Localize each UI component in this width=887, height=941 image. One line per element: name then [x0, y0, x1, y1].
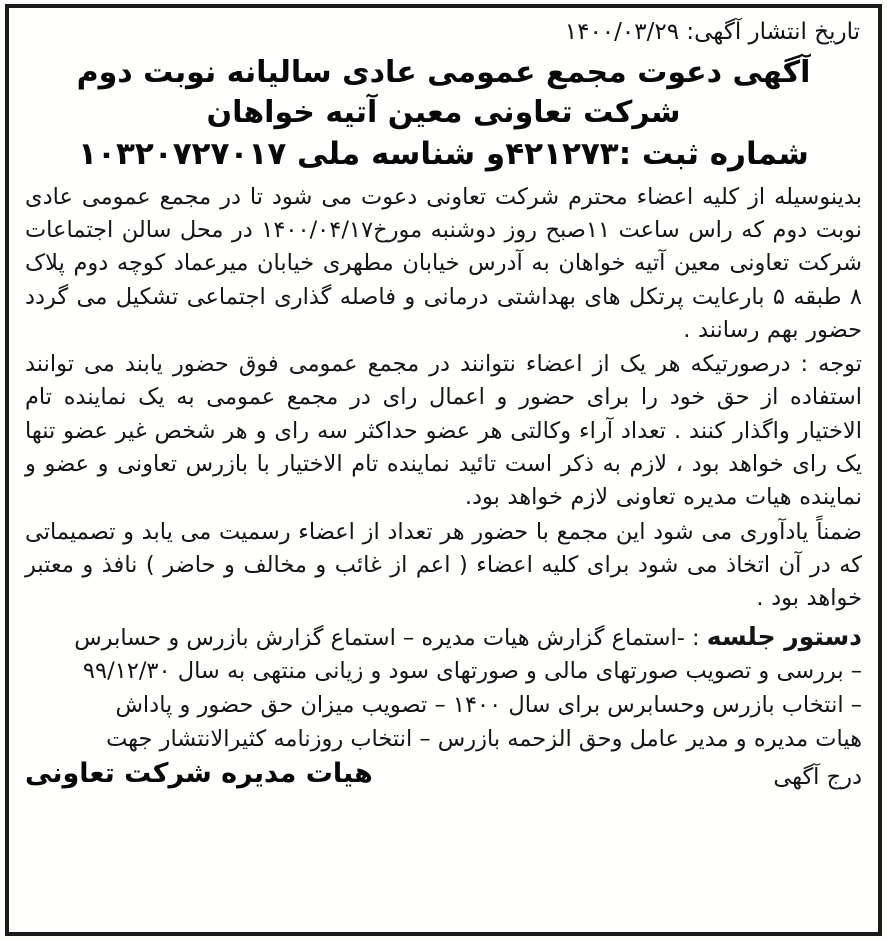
- company-name: شرکت تعاونی معین آتیه خواهان: [206, 95, 681, 131]
- signature-row: [25, 755, 862, 795]
- page-title: آگهی دعوت مجمع عمومی عادی سالیانه نوبت دوم: [76, 55, 811, 91]
- quorum-paragraph: ضمناً یادآوری می شود این مجمع با حضور هر تعداد از اعضاء رسمیت می یابد و تصمیماتی که در آن اتخاذ می شود برای کلیه اعضاء ( اعم از غائب و مخالف و حاضر ) نافذ و معتبر خواهد بود .: [25, 518, 862, 612]
- proxy-notice-paragraph: توجه : درصورتیکه هر یک از اعضاء نتوانند در مجمع عمومی فوق حضور یابند می توانند استفاده از حق خود را برای حضور و اعمال رای در مجمع عمومی به یک نماینده تام الاختیار واگذار کنند . تعداد آراء وکالتی هر عضو حداکثر سه رای و هر شخص غیر عضو تنها یک رای خواهد بود ، لازم به ذکر است تائید نماینده تام الاختیار با بازرس تعاونی و عضو و نماینده هیات مدیره تعاونی لازم خواهد بود.: [25, 351, 862, 511]
- agenda-label: دستور جلسه: [706, 621, 862, 651]
- notice-border-frame: [5, 4, 882, 936]
- agenda-item-5: درج آگهی: [773, 763, 862, 790]
- agenda-section: [25, 618, 862, 757]
- agenda-item-2: – بررسی و تصویب صورتهای مالی و صورتهای سود و زیانی منتهی به سال ۹۹/۱۲/۳۰: [82, 658, 862, 685]
- notice-headings: [25, 53, 862, 174]
- agenda-item-3: – انتخاب بازرس وحسابرس برای سال ۱۴۰۰ – تصویب میزان حق حضور و پاداش: [115, 692, 862, 718]
- invitation-paragraph: بدینوسیله از کلیه اعضاء محترم شرکت تعاونی دعوت می شود تا در مجمع عمومی عادی نوبت دوم که راس ساعت ۱۱صبح روز دوشنبه مورخ۱۴۰۰/۰۴/۱۷ در محل سالن اجتماعات شرکت تعاونی معین آتیه خواهان به آدرس خیابان مطهری خیابان میرعماد کوچه دوم پلاک ۸ طبقه ۵ بارعایت پرتکل های بهداشتی درمانی و فاصله گذاری اجتماعی تشکیل می گردد حضور بهم رسانند .: [25, 183, 862, 343]
- agenda-item-1: -استماع گزارش هیات مدیره – استماع گزارش بازرس و حسابرس: [74, 624, 685, 651]
- registration-and-national-id: شماره ثبت :۴۲۱۲۷۳و شناسه ملی ۱۰۳۲۰۷۲۷۰۱۷: [78, 136, 809, 173]
- notice-content: [9, 8, 878, 932]
- publication-date: تاریخ انتشار آگهی: ۱۴۰۰/۰۳/۲۹: [564, 19, 860, 45]
- board-signature: هیات مدیره شرکت تعاونی: [25, 757, 373, 789]
- agenda-separator: :: [684, 624, 707, 651]
- notice-body: [25, 181, 862, 616]
- agenda-item-4: هیات مدیره و مدیر عامل وحق الزحمه بازرس – انتخاب روزنامه کثیرالانتشار جهت: [106, 725, 862, 752]
